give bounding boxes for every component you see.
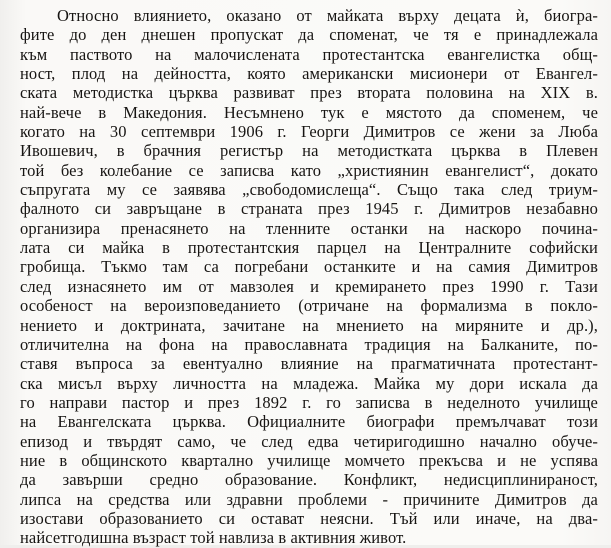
text-line: го направи пастор и през 1892 г. го записва в неделното училище [20,392,598,412]
text-line: нението и доктрината, зачитане на мнението на миряните и др.), [20,315,598,335]
text-line: ние в общинското квартално училище момчето прекъсва и не успява [20,450,598,470]
text-line: той без колебание се записва като „християнин евангелист“, докато [20,160,598,180]
text-line: организира пренасянето на тленните останки на наскоро почина- [20,218,598,238]
text-line: Ивошевич, в брачния регистър на методистката църква в Плевен [20,141,598,161]
text-line: когато на 30 септември 1906 г. Георги Димитров се жени за Люба [20,122,598,142]
text-line: най-вече в Македония. Несъмнено тук е мястото да споменем, че [20,102,598,122]
text-line: ставя въпроса за евентуално влияние на прагматичната протестант- [20,354,598,374]
text-line: Относно влиянието, оказано от майката върху децата ѝ, биогра- [57,6,598,25]
text-line: изостави образованието си остават неясни. Тъй или иначе, на два- [20,508,598,528]
text-line: да завърши средно образование. Конфликт, недисциплинираност, [20,470,598,490]
text-line: епизод и твърдят само, че след едва четиригодишно начално обуче- [20,431,598,451]
text-line: ност, плод на дейността, която американски мисионери от Евангел- [20,64,598,84]
text-line: ската методистка църква развиват през втората половина на XIX в. [20,83,598,103]
text-line: към паството на малочислената протестантска евангелистка общ- [20,44,598,64]
text-line: ска мисъл върху личността на младежа. Майка му дори искала да [20,373,598,393]
body-paragraph [20,6,598,548]
text-line: отличителна на фона на православната традиция на Балканите, по- [20,334,598,354]
text-line: съпругата му се заявява „свободомислеща“. Също така след триум- [20,180,598,200]
text-line: найсетгодишна възраст той навлиза в активния живот. [20,528,407,548]
text-line: особеност на вероизповеданието (отричане на формализма в покло- [20,296,598,316]
text-line: лата си майка в протестантския парцел на Централните софийски [20,238,598,258]
text-line: фите до ден днешен пропускат да споменат, че тя е принадлежала [20,25,598,45]
text-line: фалното си завръщане в страната през 1945 г. Димитров незабавно [20,199,598,219]
text-line: на Евангелската църква. Официалните биографи премълчават този [20,412,598,432]
text-line: гробища. Тъкмо там са погребани останките и на самия Димитров [20,257,598,277]
text-line: липса на средства или здравни проблеми - причините Димитров да [20,489,598,509]
text-line: след изнасянето им от мавзолея и кремирането през 1990 г. Тази [20,276,598,296]
